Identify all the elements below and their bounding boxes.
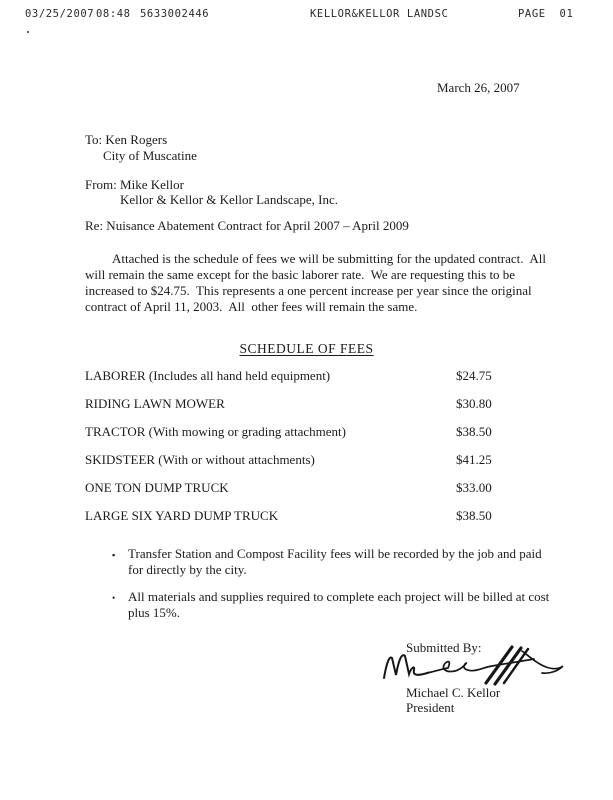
bullet-icon: •	[112, 593, 116, 603]
fee-item-label: SKIDSTEER (With or without attachments)	[85, 452, 315, 467]
letter-date: March 26, 2007	[437, 80, 520, 95]
bullet-line: Transfer Station and Compost Facility fees will be recorded by the job and paid	[128, 546, 542, 561]
body-line: Attached is the schedule of fees we will be submitting for the updated contract. All	[112, 251, 546, 266]
fee-item-label: ONE TON DUMP TRUCK	[85, 480, 229, 495]
fee-item-label: TRACTOR (With mowing or grading attachment)	[85, 424, 346, 439]
bullet-line: All materials and supplies required to complete each project will be billed at cost	[128, 589, 550, 604]
fee-price: $38.50	[456, 424, 492, 439]
fee-price: $30.80	[456, 396, 492, 411]
bullet-line: plus 15%.	[128, 605, 180, 620]
fee-row	[85, 396, 525, 414]
fee-item-label: RIDING LAWN MOWER	[85, 396, 225, 411]
signer-title: President	[406, 700, 455, 715]
handwritten-signature	[382, 644, 567, 686]
fax-number: 5633002446	[140, 8, 210, 20]
fee-price: $41.25	[456, 452, 492, 467]
fee-row	[85, 480, 525, 498]
fee-row	[85, 368, 525, 386]
fee-price: $38.50	[456, 508, 492, 523]
submitted-by-label: Submitted By:	[406, 640, 482, 655]
bullet-note	[112, 546, 542, 578]
signer-name: Michael C. Kellor	[406, 685, 501, 700]
fee-item-label: LABORER (Includes all hand held equipment)	[85, 368, 331, 383]
fee-price: $33.00	[456, 480, 492, 495]
fee-row	[85, 452, 525, 470]
schedule-of-fees-heading: SCHEDULE OF FEES	[239, 341, 374, 356]
body-line: will remain the same except for the basic laborer rate. We are requesting this to be	[85, 266, 516, 282]
fee-row	[85, 424, 525, 442]
fee-row	[85, 508, 525, 526]
re-line: Re: Nuisance Abatement Contract for April 2007 – April 2009	[85, 218, 409, 233]
fee-price: $24.75	[456, 368, 492, 383]
from-line-org: Kellor & Kellor & Kellor Landscape, Inc.	[120, 192, 339, 207]
body-line: increased to $24.75. This represents a one percent increase per year since the original	[85, 282, 532, 298]
to-line-org: City of Muscatine	[103, 148, 197, 163]
bullet-line: for directly by the city.	[128, 562, 247, 577]
bullet-note	[112, 589, 550, 621]
fax-page-label: PAGE 01	[518, 8, 574, 20]
from-line: From: Mike Kellor	[85, 177, 184, 192]
fax-station-id: KELLOR&KELLOR LANDSC	[310, 8, 449, 20]
fax-date: 03/25/2007	[25, 8, 95, 20]
body-line: contract of April 11, 2003. All other fees will remain the same.	[85, 298, 418, 314]
fee-item-label: LARGE SIX YARD DUMP TRUCK	[85, 508, 279, 523]
to-line: To: Ken Rogers	[85, 132, 168, 147]
body-paragraph	[85, 251, 546, 315]
scan-artifact-dot	[27, 31, 29, 33]
bullet-icon: ▪	[112, 550, 116, 560]
fax-time: 08:48	[96, 8, 131, 20]
